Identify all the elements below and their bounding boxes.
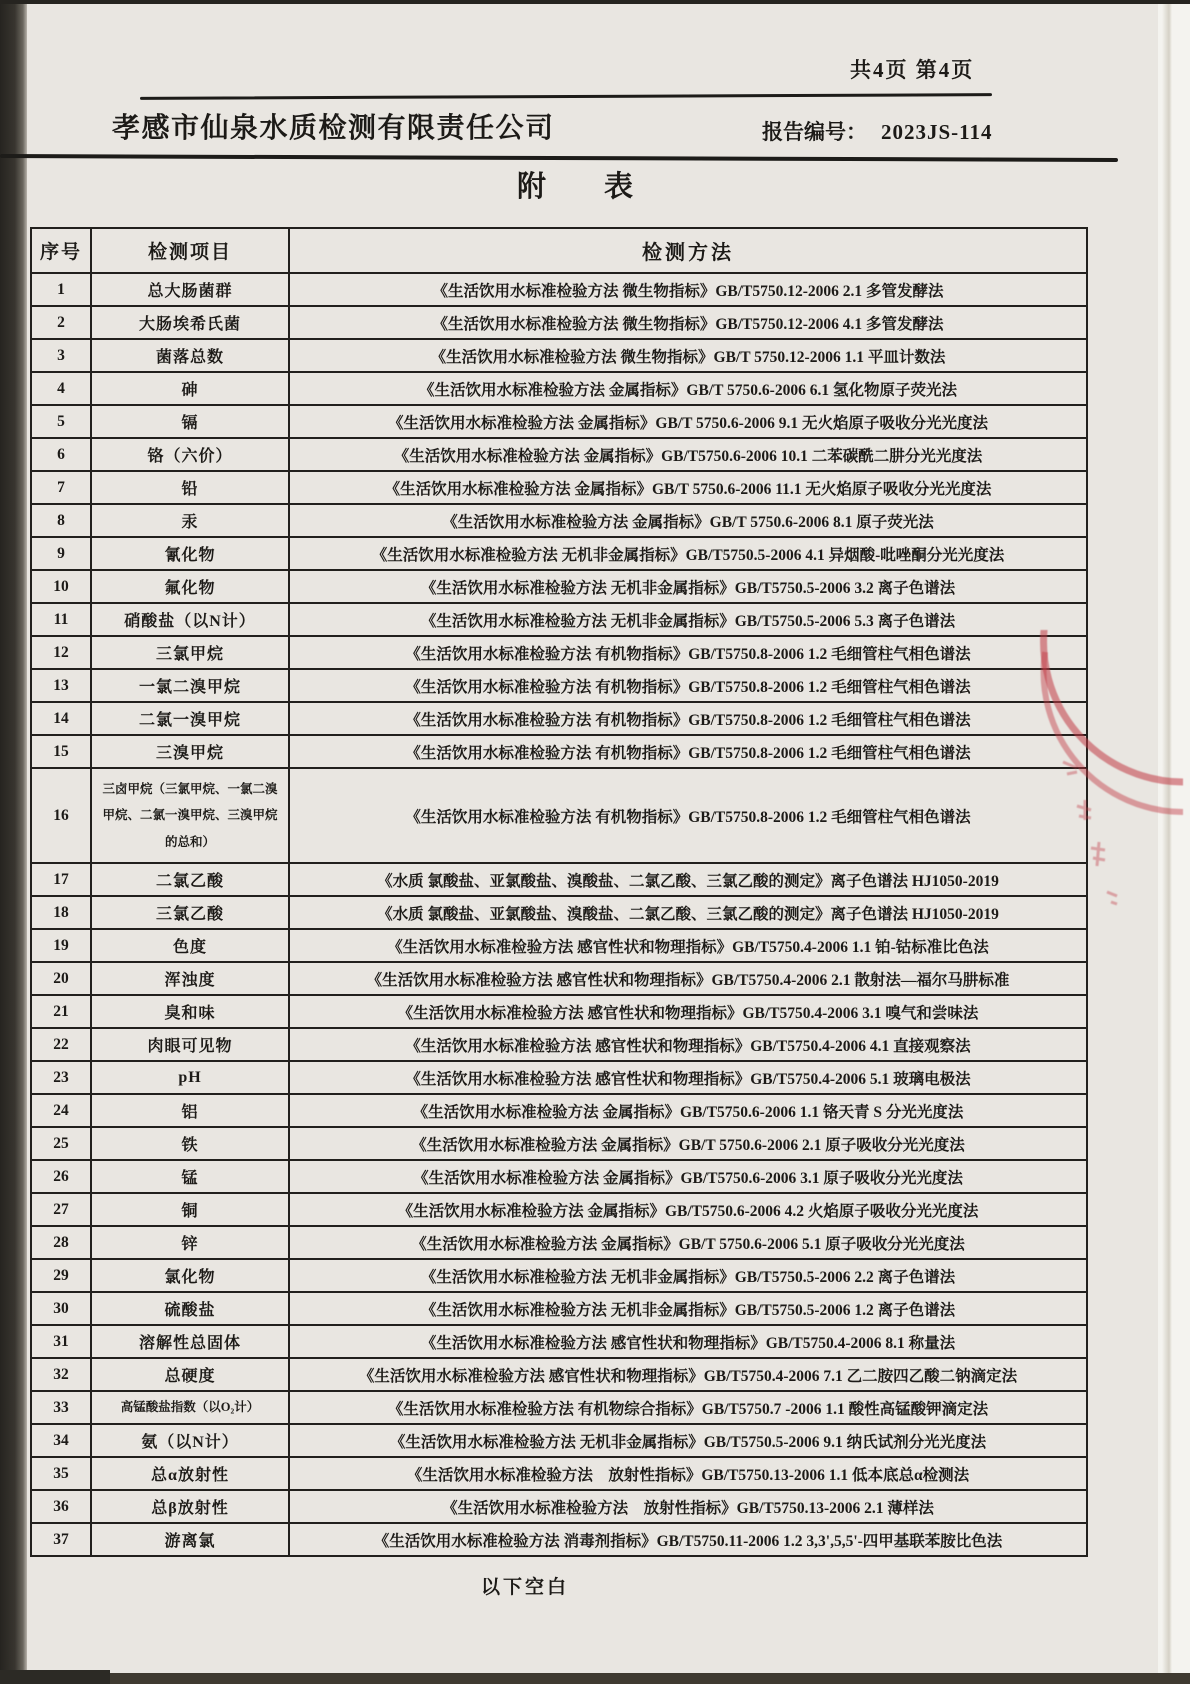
table-row bbox=[31, 1094, 1087, 1127]
row-method: 《生活饮用水标准检验方法 无机非金属指标》GB/T5750.5-2006 2.2 离子色谱法 bbox=[289, 1259, 1087, 1292]
row-method: 《生活饮用水标准检验方法 金属指标》GB/T 5750.6-2006 11.1 无火焰原子吸收分光光度法 bbox=[289, 471, 1087, 504]
row-no: 30 bbox=[31, 1292, 91, 1325]
header-rule-bottom bbox=[0, 154, 1118, 162]
row-no: 34 bbox=[31, 1424, 91, 1457]
row-method: 《生活饮用水标准检验方法 金属指标》GB/T 5750.6-2006 5.1 原子吸收分光光度法 bbox=[289, 1226, 1087, 1259]
row-item: 铝 bbox=[91, 1094, 289, 1127]
row-item: 镉 bbox=[91, 405, 289, 438]
table-header-row bbox=[31, 228, 1087, 273]
row-item: pH bbox=[91, 1061, 289, 1094]
row-no: 17 bbox=[31, 863, 91, 896]
row-no: 15 bbox=[31, 735, 91, 768]
row-method: 《生活饮用水标准检验方法 无机非金属指标》GB/T5750.5-2006 5.3 离子色谱法 bbox=[289, 603, 1087, 636]
row-method: 《生活饮用水标准检验方法 感官性状和物理指标》GB/T5750.4-2006 1.1 铂-钴标准比色法 bbox=[289, 929, 1087, 962]
table-row bbox=[31, 306, 1087, 339]
scan-top-edge bbox=[0, 0, 1190, 4]
row-method: 《生活饮用水标准检验方法 有机物综合指标》GB/T5750.7 -2006 1.1 酸性高锰酸钾滴定法 bbox=[289, 1391, 1087, 1424]
row-item: 砷 bbox=[91, 372, 289, 405]
page-indicator: 共4页 第4页 bbox=[850, 58, 975, 82]
table-row bbox=[31, 1523, 1087, 1556]
row-no: 21 bbox=[31, 995, 91, 1028]
report-number-value: 2023JS-114 bbox=[881, 120, 993, 144]
table-row bbox=[31, 1127, 1087, 1160]
table-row bbox=[31, 1028, 1087, 1061]
row-method: 《生活饮用水标准检验方法 金属指标》GB/T 5750.6-2006 2.1 原子吸收分光光度法 bbox=[289, 1127, 1087, 1160]
row-no: 19 bbox=[31, 929, 91, 962]
header-rule-top bbox=[140, 93, 992, 100]
row-item: 臭和味 bbox=[91, 995, 289, 1028]
row-method: 《生活饮用水标准检验方法 无机非金属指标》GB/T5750.5-2006 4.1 异烟酸-吡唑酮分光光度法 bbox=[289, 537, 1087, 570]
row-method: 《生活饮用水标准检验方法 微生物指标》GB/T5750.12-2006 4.1 多管发酵法 bbox=[289, 306, 1087, 339]
row-method: 《生活饮用水标准检验方法 金属指标》GB/T5750.6-2006 4.2 火焰原子吸收分光光度法 bbox=[289, 1193, 1087, 1226]
row-method: 《生活饮用水标准检验方法 金属指标》GB/T 5750.6-2006 9.1 无火焰原子吸收分光光度法 bbox=[289, 405, 1087, 438]
row-no: 8 bbox=[31, 504, 91, 537]
table-row bbox=[31, 669, 1087, 702]
row-item: 铅 bbox=[91, 471, 289, 504]
row-item: 三氯乙酸 bbox=[91, 896, 289, 929]
scan-bottom-edge bbox=[95, 1673, 1190, 1684]
report-number-label: 报告编号： bbox=[762, 120, 867, 144]
table-row bbox=[31, 768, 1087, 863]
table-row bbox=[31, 1292, 1087, 1325]
row-no: 35 bbox=[31, 1457, 91, 1490]
methods-table-body bbox=[31, 273, 1087, 1556]
row-item: 三卤甲烷（三氯甲烷、一氯二溴甲烷、二氯一溴甲烷、三溴甲烷的总和） bbox=[91, 768, 289, 863]
row-item: 铜 bbox=[91, 1193, 289, 1226]
row-no: 33 bbox=[31, 1391, 91, 1424]
row-method: 《生活饮用水标准检验方法 感官性状和物理指标》GB/T5750.4-2006 3.1 嗅气和尝味法 bbox=[289, 995, 1087, 1028]
row-no: 3 bbox=[31, 339, 91, 372]
table-row bbox=[31, 995, 1087, 1028]
row-no: 6 bbox=[31, 438, 91, 471]
table-row bbox=[31, 1457, 1087, 1490]
row-method: 《生活饮用水标准检验方法 放射性指标》GB/T5750.13-2006 2.1 薄样法 bbox=[289, 1490, 1087, 1523]
row-item: 溶解性总固体 bbox=[91, 1325, 289, 1358]
row-no: 28 bbox=[31, 1226, 91, 1259]
row-no: 32 bbox=[31, 1358, 91, 1391]
row-item: 三氯甲烷 bbox=[91, 636, 289, 669]
row-method: 《生活饮用水标准检验方法 感官性状和物理指标》GB/T5750.4-2006 4.1 直接观察法 bbox=[289, 1028, 1087, 1061]
table-row bbox=[31, 1061, 1087, 1094]
row-item: 肉眼可见物 bbox=[91, 1028, 289, 1061]
row-item: 游离氯 bbox=[91, 1523, 289, 1556]
row-item: 硝酸盐（以N计） bbox=[91, 603, 289, 636]
row-item: 浑浊度 bbox=[91, 962, 289, 995]
row-method: 《生活饮用水标准检验方法 微生物指标》GB/T 5750.12-2006 1.1 平皿计数法 bbox=[289, 339, 1087, 372]
table-row bbox=[31, 504, 1087, 537]
row-method: 《生活饮用水标准检验方法 金属指标》GB/T5750.6-2006 1.1 铬天青 S 分光光度法 bbox=[289, 1094, 1087, 1127]
row-method: 《生活饮用水标准检验方法 金属指标》GB/T5750.6-2006 3.1 原子吸收分光光度法 bbox=[289, 1160, 1087, 1193]
row-method: 《生活饮用水标准检验方法 感官性状和物理指标》GB/T5750.4-2006 2.1 散射法—福尔马肼标准 bbox=[289, 962, 1087, 995]
column-header-item: 检测项目 bbox=[91, 228, 289, 273]
row-no: 16 bbox=[31, 768, 91, 863]
row-no: 11 bbox=[31, 603, 91, 636]
row-item: 总β放射性 bbox=[91, 1490, 289, 1523]
row-item: 色度 bbox=[91, 929, 289, 962]
row-method: 《生活饮用水标准检验方法 无机非金属指标》GB/T5750.5-2006 3.2 离子色谱法 bbox=[289, 570, 1087, 603]
row-no: 13 bbox=[31, 669, 91, 702]
table-row bbox=[31, 537, 1087, 570]
table-row bbox=[31, 1391, 1087, 1424]
row-no: 5 bbox=[31, 405, 91, 438]
table-row bbox=[31, 929, 1087, 962]
row-method: 《生活饮用水标准检验方法 金属指标》GB/T 5750.6-2006 8.1 原子荧光法 bbox=[289, 504, 1087, 537]
row-item: 三溴甲烷 bbox=[91, 735, 289, 768]
row-item: 高锰酸盐指数（以O₂计） bbox=[91, 1391, 289, 1424]
row-no: 29 bbox=[31, 1259, 91, 1292]
row-no: 7 bbox=[31, 471, 91, 504]
row-method: 《生活饮用水标准检验方法 无机非金属指标》GB/T5750.5-2006 1.2 离子色谱法 bbox=[289, 1292, 1087, 1325]
row-method: 《生活饮用水标准检验方法 有机物指标》GB/T5750.8-2006 1.2 毛细管柱气相色谱法 bbox=[289, 768, 1087, 863]
row-method: 《生活饮用水标准检验方法 有机物指标》GB/T5750.8-2006 1.2 毛细管柱气相色谱法 bbox=[289, 702, 1087, 735]
table-row bbox=[31, 570, 1087, 603]
paper-right-edge bbox=[1162, 0, 1172, 1684]
row-item: 二氯一溴甲烷 bbox=[91, 702, 289, 735]
methods-table bbox=[30, 227, 1088, 1557]
row-no: 23 bbox=[31, 1061, 91, 1094]
row-item: 硫酸盐 bbox=[91, 1292, 289, 1325]
row-item: 大肠埃希氏菌 bbox=[91, 306, 289, 339]
row-no: 18 bbox=[31, 896, 91, 929]
row-method: 《生活饮用水标准检验方法 微生物指标》GB/T5750.12-2006 2.1 多管发酵法 bbox=[289, 273, 1087, 306]
row-item: 锰 bbox=[91, 1160, 289, 1193]
company-name: 孝感市仙泉水质检测有限责任公司 bbox=[112, 113, 555, 144]
row-method: 《水质 氯酸盐、亚氯酸盐、溴酸盐、二氯乙酸、三氯乙酸的测定》离子色谱法 HJ1050-2019 bbox=[289, 896, 1087, 929]
table-row bbox=[31, 1490, 1087, 1523]
row-no: 10 bbox=[31, 570, 91, 603]
row-item: 汞 bbox=[91, 504, 289, 537]
row-method: 《生活饮用水标准检验方法 金属指标》GB/T 5750.6-2006 6.1 氢化物原子荧光法 bbox=[289, 372, 1087, 405]
row-no: 14 bbox=[31, 702, 91, 735]
table-row bbox=[31, 735, 1087, 768]
row-no: 1 bbox=[31, 273, 91, 306]
row-no: 31 bbox=[31, 1325, 91, 1358]
page-title: 附 表 bbox=[516, 171, 633, 203]
report-number-line bbox=[762, 116, 993, 146]
row-item: 一氯二溴甲烷 bbox=[91, 669, 289, 702]
table-row bbox=[31, 273, 1087, 306]
row-method: 《生活饮用水标准检验方法 感官性状和物理指标》GB/T5750.4-2006 7.1 乙二胺四乙酸二钠滴定法 bbox=[289, 1358, 1087, 1391]
table-row bbox=[31, 1325, 1087, 1358]
column-header-method: 检测方法 bbox=[289, 228, 1087, 273]
row-method: 《水质 氯酸盐、亚氯酸盐、溴酸盐、二氯乙酸、三氯乙酸的测定》离子色谱法 HJ1050-2019 bbox=[289, 863, 1087, 896]
scan-bottom-left-corner bbox=[0, 1670, 110, 1684]
table-row bbox=[31, 603, 1087, 636]
table-row bbox=[31, 1226, 1087, 1259]
row-item: 氨（以N计） bbox=[91, 1424, 289, 1457]
row-item: 铬（六价） bbox=[91, 438, 289, 471]
row-no: 2 bbox=[31, 306, 91, 339]
row-no: 4 bbox=[31, 372, 91, 405]
row-item: 总α放射性 bbox=[91, 1457, 289, 1490]
table-row bbox=[31, 438, 1087, 471]
scan-left-shadow bbox=[0, 0, 27, 1684]
row-method: 《生活饮用水标准检验方法 感官性状和物理指标》GB/T5750.4-2006 8.1 称量法 bbox=[289, 1325, 1087, 1358]
row-item: 铁 bbox=[91, 1127, 289, 1160]
row-no: 12 bbox=[31, 636, 91, 669]
row-method: 《生活饮用水标准检验方法 放射性指标》GB/T5750.13-2006 1.1 低本底总α检测法 bbox=[289, 1457, 1087, 1490]
row-method: 《生活饮用水标准检验方法 有机物指标》GB/T5750.8-2006 1.2 毛细管柱气相色谱法 bbox=[289, 669, 1087, 702]
row-no: 22 bbox=[31, 1028, 91, 1061]
row-item: 二氯乙酸 bbox=[91, 863, 289, 896]
table-row bbox=[31, 863, 1087, 896]
table-row bbox=[31, 636, 1087, 669]
table-row bbox=[31, 1259, 1087, 1292]
row-no: 26 bbox=[31, 1160, 91, 1193]
table-row bbox=[31, 372, 1087, 405]
row-item: 总硬度 bbox=[91, 1358, 289, 1391]
table-row bbox=[31, 1160, 1087, 1193]
table-row bbox=[31, 962, 1087, 995]
table-row bbox=[31, 339, 1087, 372]
table-row bbox=[31, 702, 1087, 735]
column-header-no: 序号 bbox=[31, 228, 91, 273]
row-no: 36 bbox=[31, 1490, 91, 1523]
row-item: 锌 bbox=[91, 1226, 289, 1259]
row-item: 氟化物 bbox=[91, 570, 289, 603]
row-method: 《生活饮用水标准检验方法 消毒剂指标》GB/T5750.11-2006 1.2 3,3',5,5'-四甲基联苯胺比色法 bbox=[289, 1523, 1087, 1556]
row-item: 氰化物 bbox=[91, 537, 289, 570]
row-item: 氯化物 bbox=[91, 1259, 289, 1292]
row-method: 《生活饮用水标准检验方法 有机物指标》GB/T5750.8-2006 1.2 毛细管柱气相色谱法 bbox=[289, 735, 1087, 768]
row-no: 24 bbox=[31, 1094, 91, 1127]
row-no: 9 bbox=[31, 537, 91, 570]
row-method: 《生活饮用水标准检验方法 有机物指标》GB/T5750.8-2006 1.2 毛细管柱气相色谱法 bbox=[289, 636, 1087, 669]
table-row bbox=[31, 471, 1087, 504]
table-row bbox=[31, 1424, 1087, 1457]
row-no: 27 bbox=[31, 1193, 91, 1226]
row-no: 37 bbox=[31, 1523, 91, 1556]
row-no: 20 bbox=[31, 962, 91, 995]
row-no: 25 bbox=[31, 1127, 91, 1160]
table-row bbox=[31, 405, 1087, 438]
table-row bbox=[31, 896, 1087, 929]
row-method: 《生活饮用水标准检验方法 金属指标》GB/T5750.6-2006 10.1 二苯碳酰二肼分光光度法 bbox=[289, 438, 1087, 471]
row-item: 总大肠菌群 bbox=[91, 273, 289, 306]
row-method: 《生活饮用水标准检验方法 感官性状和物理指标》GB/T5750.4-2006 5.1 玻璃电极法 bbox=[289, 1061, 1087, 1094]
table-row bbox=[31, 1358, 1087, 1391]
row-item: 菌落总数 bbox=[91, 339, 289, 372]
footer-note: 以下空白 bbox=[480, 1577, 569, 1598]
table-row bbox=[31, 1193, 1087, 1226]
row-method: 《生活饮用水标准检验方法 无机非金属指标》GB/T5750.5-2006 9.1 纳氏试剂分光光度法 bbox=[289, 1424, 1087, 1457]
